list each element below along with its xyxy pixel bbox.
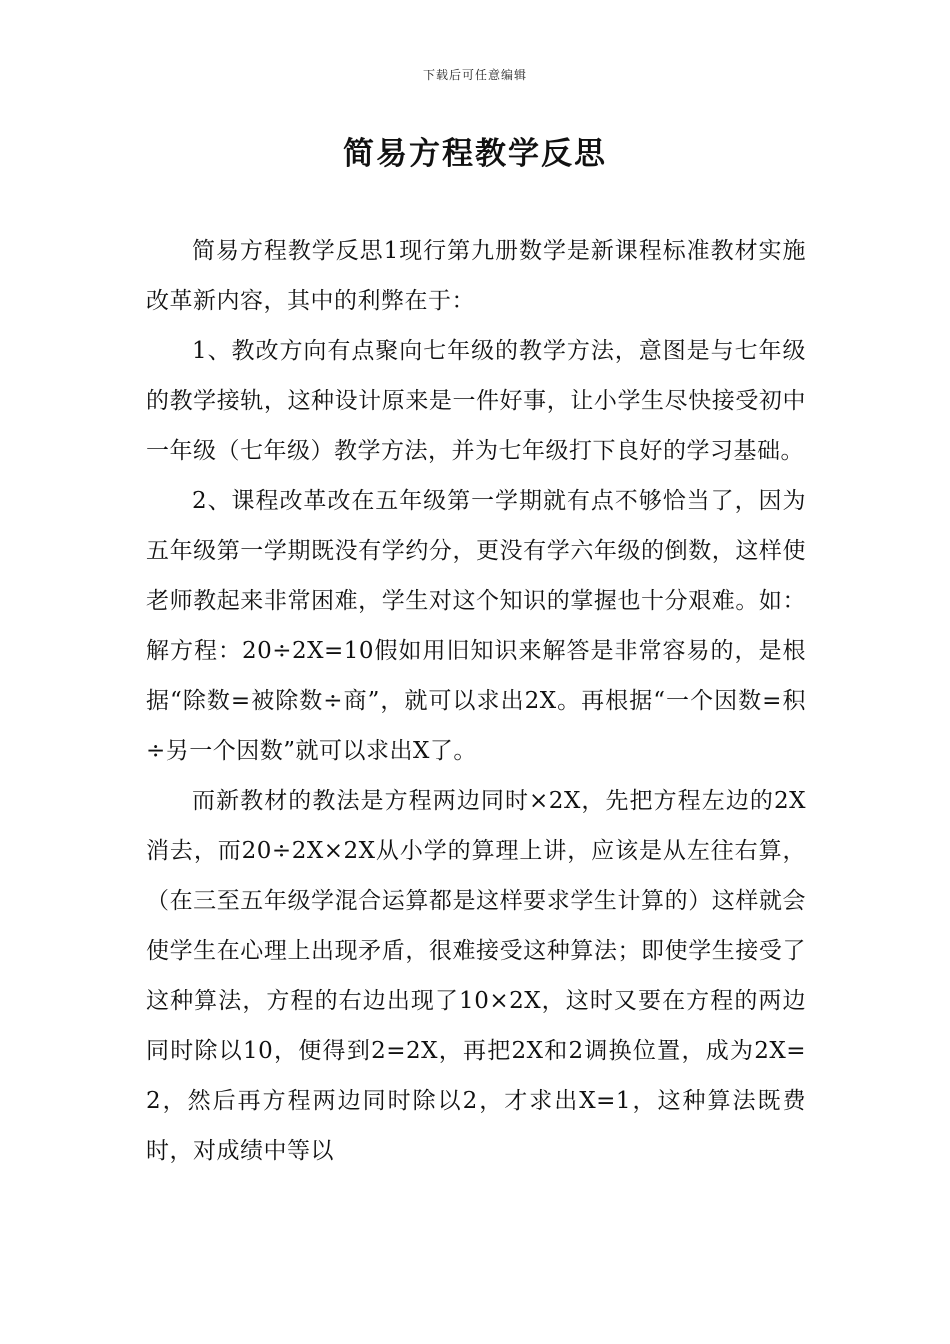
paragraph-new-method: 而新教材的教法是方程两边同时×2X，先把方程左边的2X消去，而20÷2X×2X从小学的算理上讲，应该是从左往右算，（在三至五年级学混合运算都是这样要求学生计算的）这样就会使学生在心理上出现矛盾，很难接受这种算法；即使学生接受了这种算法，方程的右边出现了10×2X，这时又要在方程的两边同时除以10，便得到2=2X，再把2X和2调换位置，成为2X=2，然后再方程两边同时除以2，才求出X=1，这种算法既费时，对成绩中等以: [146, 788, 806, 1164]
paragraph-point-2: 2、课程改革改在五年级第一学期就有点不够恰当了，因为五年级第一学期既没有学约分，更没有学六年级的倒数，这样使老师教起来非常困难，学生对这个知识的掌握也十分艰难。如：解方程：20÷2X=10假如用旧知识来解答是非常容易的，是根据“除数=被除数÷商”，就可以求出2X。再根据“一个因数=积÷另一个因数”就可以求出X了。: [146, 488, 806, 764]
document-body: [146, 226, 806, 1176]
paragraph-intro: 简易方程教学反思1现行第九册数学是新课程标准教材实施改革新内容，其中的利弊在于：: [146, 238, 806, 314]
header-note: 下载后可任意编辑: [422, 68, 527, 82]
paragraph-point-1: 1、教改方向有点聚向七年级的教学方法，意图是与七年级的教学接轨，这种设计原来是一件好事，让小学生尽快接受初中一年级（七年级）教学方法，并为七年级打下良好的学习基础。: [146, 338, 806, 464]
document-title: 简易方程教学反思: [343, 136, 607, 172]
